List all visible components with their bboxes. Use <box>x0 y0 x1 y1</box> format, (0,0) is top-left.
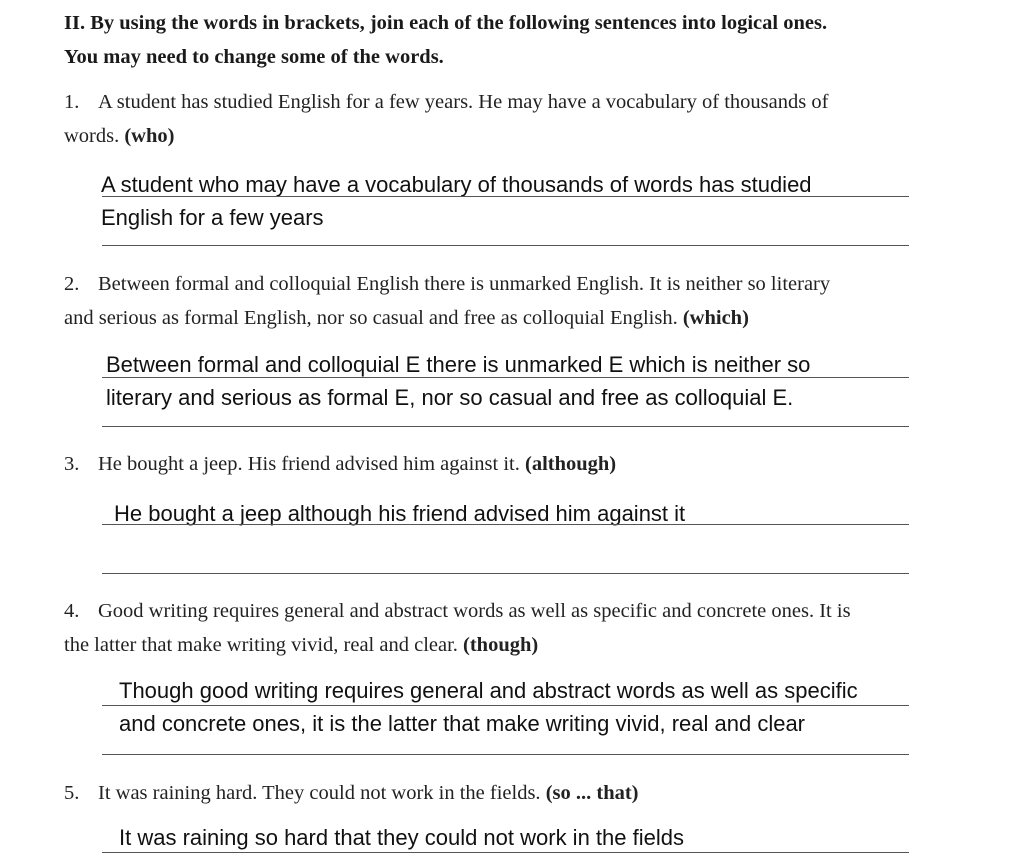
heading-line-1: II. By using the words in brackets, join each of the following sentences into logical ones. <box>64 12 828 34</box>
answer-4-rule-2 <box>102 754 909 755</box>
exercise-heading <box>64 6 964 74</box>
question-4 <box>64 594 964 662</box>
question-keyword: (who) <box>124 125 175 147</box>
question-2 <box>64 267 964 335</box>
question-5 <box>64 776 964 810</box>
question-text-line-1: A student has studied English for a few years. He may have a vocabulary of thousands of <box>98 91 829 113</box>
answer-1-line-2: English for a few years <box>101 205 324 230</box>
question-text-line-1: It was raining hard. They could not work in the fields. <box>98 782 546 804</box>
question-keyword: (so ... that) <box>545 782 639 804</box>
answer-5-rule-1 <box>102 852 909 853</box>
question-text-line-1: Between formal and colloquial English there is unmarked English. It is neither so literary <box>98 273 831 295</box>
question-text-line-2: and serious as formal English, nor so casual and free as colloquial English. <box>64 307 683 329</box>
question-number: 4. <box>64 600 80 622</box>
answer-3-line-1: He bought a jeep although his friend advised him against it <box>114 501 686 526</box>
answer-2-line-1: Between formal and colloquial E there is unmarked E which is neither so <box>106 352 811 377</box>
question-text-line-2: the latter that make writing vivid, real and clear. <box>64 634 464 656</box>
answer-2-rule-1 <box>102 377 909 378</box>
heading-line-2: You may need to change some of the words. <box>64 46 444 68</box>
answer-1-rule-1 <box>102 196 909 197</box>
answer-2-line-2: literary and serious as formal E, nor so casual and free as colloquial E. <box>106 385 794 410</box>
answer-4-rule-1 <box>102 705 909 706</box>
question-keyword: (although) <box>525 453 617 475</box>
question-text-line-1: He bought a jeep. His friend advised him against it. <box>98 453 525 475</box>
answer-4-line-2: and concrete ones, it is the latter that make writing vivid, real and clear <box>119 711 806 736</box>
question-3 <box>64 447 964 481</box>
question-keyword: (though) <box>463 634 539 656</box>
answer-1-rule-2 <box>102 245 909 246</box>
answer-3-rule-1 <box>102 524 909 525</box>
question-keyword: (which) <box>682 307 749 329</box>
question-text-line-1: Good writing requires general and abstract words as well as specific and concrete ones. It is <box>98 600 851 622</box>
question-text-line-2: words. <box>64 125 125 147</box>
answer-1-line-1: A student who may have a vocabulary of thousands of words has studied <box>101 172 812 197</box>
answer-2-rule-2 <box>102 426 909 427</box>
answer-3-rule-2 <box>102 573 909 574</box>
question-number: 1. <box>64 91 80 113</box>
question-number: 3. <box>64 453 80 475</box>
answer-4-line-1: Though good writing requires general and abstract words as well as specific <box>119 678 858 703</box>
question-number: 5. <box>64 782 80 804</box>
question-number: 2. <box>64 273 80 295</box>
answer-5-line-1: It was raining so hard that they could not work in the fields <box>119 825 684 850</box>
question-1 <box>64 85 964 153</box>
